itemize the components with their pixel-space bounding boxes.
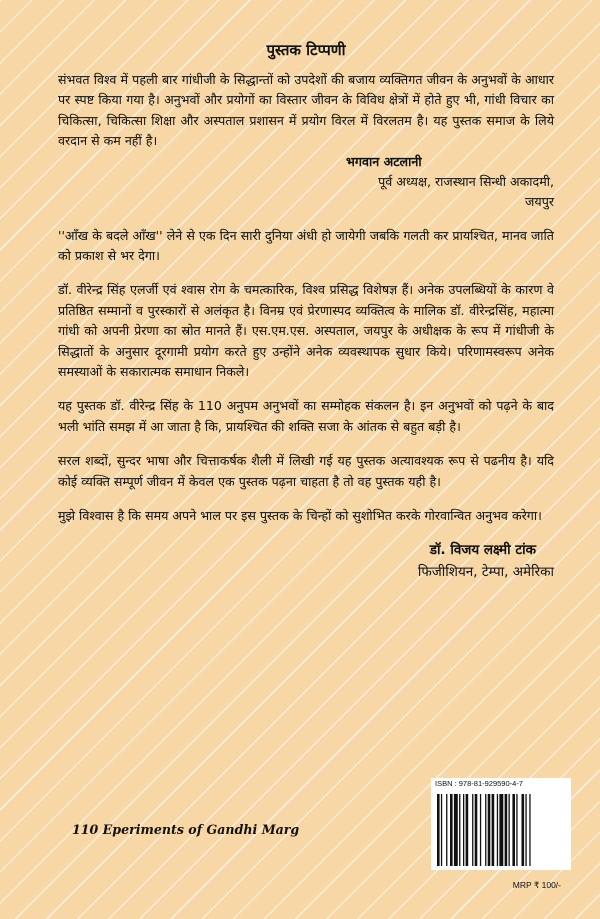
barcode-block <box>431 778 571 890</box>
signature-1-name: भगवान अटलानी <box>346 153 422 169</box>
book-tagline: 110 Eperiments of Gandhi Marg <box>72 822 300 837</box>
signature-2-name: डॉ. विजय लक्ष्मी टांक <box>429 541 536 558</box>
paragraph-1: संभवत विश्व में पहली बार गांधीजी के सिद्धान्तों को उपदेशों की बजाय व्यक्तिगत जीवन के अनुभवों के आधार पर स्पष्ट किया गया है। अनुभवों और प्रयोगों का विस्तार जीवन के विविध क्षेत्रों में होते हुए भी, गांधी विचार का चिकित्सा, चिकित्सा शिक्षा और अस्पताल प्रशासन में प्रयोग विरल में विरलतम है। यह पुस्तक समाज के लिये वरदान से कम नहीं है। <box>58 72 554 149</box>
paragraph-3: डॉ. वीरेन्द्र सिंह एलर्जी एवं श्वास रोग के चमत्कारिक, विश्व प्रसिद्ध विशेषज्ञ हैं। अनेक उपलब्धियों के कारण वे प्रतिष्ठित सम्मानों व पुरस्कारों से अलंकृत है। विनम्र एवं प्रेरणास्पद व्यक्तित्व के मालिक डॉ. वीरेन्द्रसिंह, महात्मा गांधी को अपनी प्रेरणा का स्रोत मानते हैं। एस.एम.एस. अस्पताल, जयपुर के अधीक्षक के रूप में गांधीजी के सिद्धातों के अनुसार दूरगामी प्रयोग करते हुए उन्होंने अनेक व्यवस्थापक सुधार किये। परिणामस्वरूप अनेक समस्याओं के सकारात्मक समाधान निकले। <box>58 282 554 380</box>
isbn-label: ISBN : 978-81-929590-4-7 <box>431 778 571 790</box>
price-label: MRP ₹ 100/- <box>512 880 561 890</box>
page-title: पुस्तक टिप्पणी <box>266 41 346 59</box>
signature-1-city: जयपुर <box>525 193 554 209</box>
paragraph-5: सरल शब्दों, सुन्दर भाषा और चित्ताकर्षक शैली में लिखी गई यह पुस्तक अत्यावश्यक रूप से पढनीय है। यदि कोई व्यक्ति सम्पूर्ण जीवन में केवल एक पुस्तक पढ़ना चाहता है तो वह पुस्तक यही है। <box>58 453 554 489</box>
back-cover-text <box>58 40 554 583</box>
paragraph-6: मुझे विश्वास है कि समय अपने भाल पर इस पुस्तक के चिन्हों को सुशोभित करके गोरवान्वित अनुभव करेगा। <box>58 508 542 524</box>
paragraph-2: ''आँख के बदले आँख'' लेने से एक दिन सारी दुनिया अंधी हो जायेगी जबकि गलती कर प्रायश्चित, मानव जाति को प्रकाश से भर देगा। <box>58 227 554 264</box>
signature-1-role: पूर्व अध्यक्ष, राजस्थान सिन्धी अकादमी, <box>378 173 554 189</box>
signature-block-1 <box>58 152 554 212</box>
barcode-image <box>431 790 571 870</box>
signature-2-role: फिजीशियन, टेम्पा, अमेरिका <box>417 563 554 580</box>
paragraph-4: यह पुस्तक डॉ. वीरेन्द्र सिंह के 110 अनुपम अनुभवों का सम्मोहक संकलन है। इन अनुभवों को पढ़ने के बाद भली भांति समझ में आ जाता है कि, प्रायश्चित की शक्ति सजा के आंतक से बहुत बड़ी है। <box>58 398 554 434</box>
signature-block-2 <box>58 539 554 583</box>
